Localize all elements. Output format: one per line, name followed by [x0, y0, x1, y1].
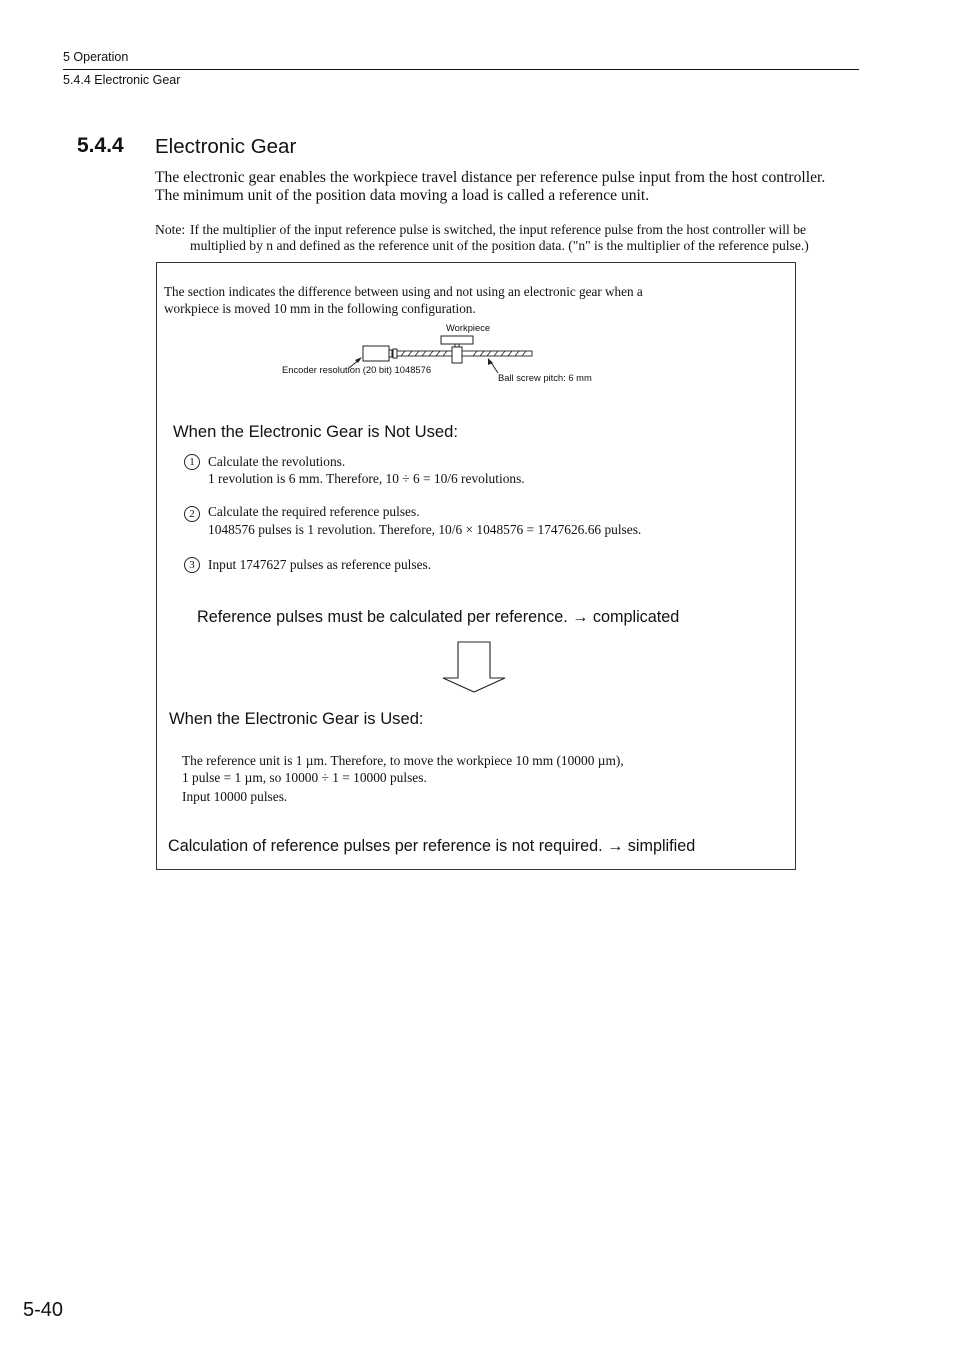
note-line-2: multiplied by n and defined as the reference unit of the position data. ("n" is the multiplier of the reference pulse.): [190, 238, 809, 253]
intro-line-1: The electronic gear enables the workpiece travel distance per reference pulse input from the host controller.: [155, 169, 826, 186]
step-3-number: 3: [184, 557, 200, 573]
header-subsection: 5.4.4 Electronic Gear: [63, 73, 181, 87]
ball-screw-nut: [452, 347, 462, 363]
down-arrow-icon: [441, 641, 507, 694]
section-number: 5.4.4: [77, 134, 124, 157]
workpiece-label: Workpiece: [446, 322, 491, 333]
page-number: 5-40: [23, 1299, 64, 1321]
ball-screw-pitch-label: Ball screw pitch: 6 mm: [498, 372, 592, 383]
box-intro-line-2: workpiece is moved 10 mm in the following configuration.: [164, 301, 476, 316]
motor-encoder: [363, 346, 389, 361]
encoder-resolution-label: Encoder resolution (20 bit) 1048576: [282, 364, 432, 375]
box-intro-line-1: The section indicates the difference between using and not using an electronic gear when a: [164, 284, 643, 299]
step-2-line-1: Calculate the required reference pulses.: [208, 504, 420, 519]
not-used-heading: When the Electronic Gear is Not Used:: [173, 422, 458, 441]
step-3-line-1: Input 1747627 pulses as reference pulses.: [208, 557, 432, 572]
used-line-3: Input 10000 pulses.: [182, 789, 288, 804]
workpiece-block: [441, 336, 473, 344]
step-2-number: 2: [184, 506, 200, 522]
used-line-1: The reference unit is 1 µm. Therefore, to move the workpiece 10 mm (10000 µm),: [182, 753, 624, 768]
header-chapter: 5 Operation: [63, 50, 129, 64]
step-1-number: 1: [184, 454, 200, 470]
step-1-line-1: Calculate the revolutions.: [208, 454, 346, 469]
example-box: [156, 262, 796, 870]
used-conclusion: Calculation of reference pulses per reference is not required. → simplified: [168, 837, 696, 855]
header-rule: [63, 69, 859, 70]
used-heading: When the Electronic Gear is Used:: [169, 709, 424, 728]
step-2-line-2: 1048576 pulses is 1 revolution. Therefore, 10/6 × 1048576 = 1747626.66 pulses.: [208, 522, 642, 537]
intro-line-2: The minimum unit of the position data moving a load is called a reference unit.: [155, 187, 650, 204]
note-line-1: If the multiplier of the input reference pulse is switched, the input reference pulse from the host controller will be: [190, 222, 807, 237]
section-title: Electronic Gear: [155, 135, 297, 158]
not-used-conclusion: Reference pulses must be calculated per reference. → complicated: [197, 608, 680, 626]
coupling: [389, 350, 392, 357]
note-label: Note:: [155, 222, 186, 237]
bearing: [393, 349, 397, 358]
step-1-line-2: 1 revolution is 6 mm. Therefore, 10 ÷ 6 = 10/6 revolutions.: [208, 471, 525, 486]
used-line-2: 1 pulse = 1 µm, so 10000 ÷ 1 = 10000 pulses.: [182, 770, 427, 785]
